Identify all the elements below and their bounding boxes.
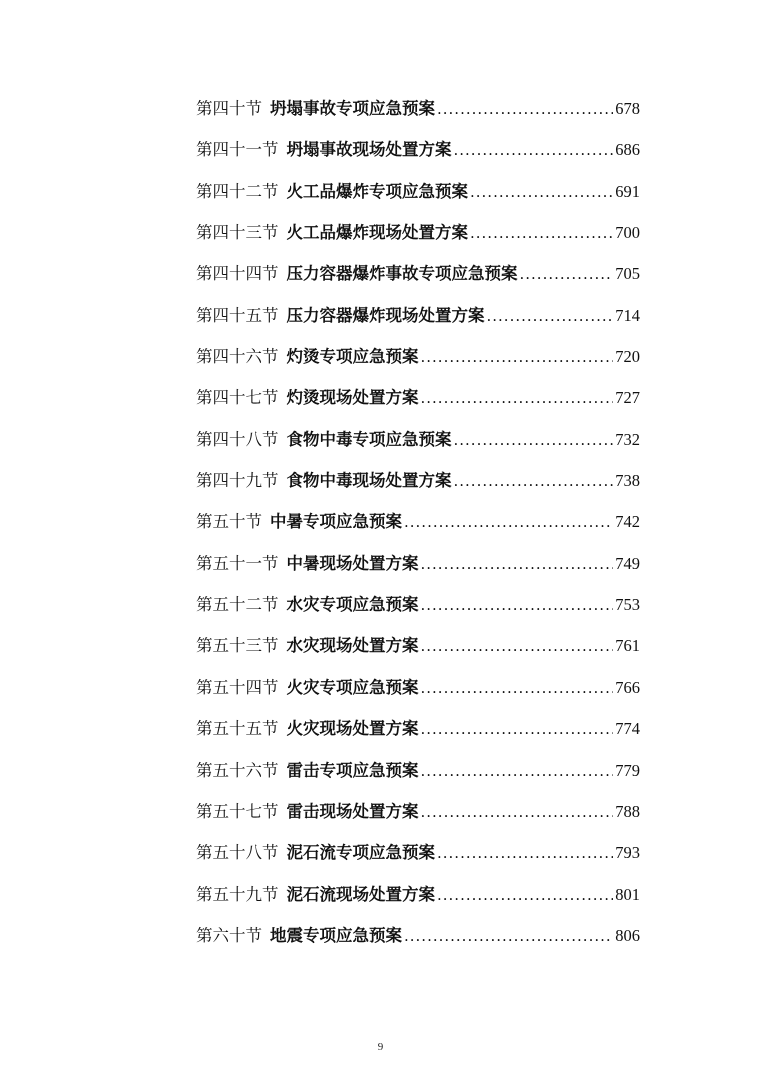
toc-entry-section: 第五十七节: [196, 801, 279, 821]
toc-entry-section: 第五十五节: [196, 719, 279, 739]
toc-entry-section: 第四十七节: [196, 388, 279, 408]
toc-dot-leader: [470, 177, 613, 207]
table-of-contents: [196, 94, 640, 962]
toc-entry-section: 第五十四节: [196, 677, 279, 697]
toc-entry-title: 压力容器爆炸现场处置方案: [286, 305, 485, 325]
toc-entry-section: 第四十一节: [196, 140, 279, 160]
toc-dot-leader: [437, 94, 613, 124]
toc-entry[interactable]: [196, 466, 640, 507]
toc-entry[interactable]: [196, 259, 640, 300]
toc-entry[interactable]: [196, 797, 640, 838]
toc-entry-title: 泥石流专项应急预案: [286, 843, 435, 863]
toc-entry-title: 火灾专项应急预案: [286, 677, 419, 697]
toc-entry[interactable]: [196, 921, 640, 962]
toc-entry-page: 766: [615, 677, 640, 697]
toc-entry[interactable]: [196, 549, 640, 590]
toc-entry-section: 第四十四节: [196, 264, 279, 284]
toc-entry[interactable]: [196, 880, 640, 921]
toc-entry-page: 801: [615, 884, 640, 904]
toc-entry[interactable]: [196, 94, 640, 135]
toc-entry-section: 第四十九节: [196, 471, 279, 491]
toc-entry-page: 714: [615, 305, 640, 325]
toc-entry-section: 第五十一节: [196, 553, 279, 573]
toc-entry-section: 第四十八节: [196, 429, 279, 449]
toc-entry-title: 中暑专项应急预案: [270, 512, 402, 532]
toc-entry-title: 灼烫现场处置方案: [286, 388, 419, 408]
toc-entry-title: 雷击现场处置方案: [286, 801, 419, 821]
toc-dot-leader: [404, 507, 613, 537]
toc-dot-leader: [421, 631, 614, 661]
toc-entry[interactable]: [196, 218, 640, 259]
toc-entry-page: 788: [615, 801, 640, 821]
toc-dot-leader: [421, 756, 614, 786]
toc-dot-leader: [421, 673, 614, 703]
toc-entry-title: 火灾现场处置方案: [286, 719, 419, 739]
toc-dot-leader: [437, 838, 613, 868]
toc-dot-leader: [487, 301, 614, 331]
toc-entry-title: 泥石流现场处置方案: [286, 884, 435, 904]
toc-entry-page: 732: [615, 429, 640, 449]
toc-dot-leader: [421, 342, 614, 372]
toc-entry-page: 793: [615, 843, 640, 863]
toc-dot-leader: [470, 218, 613, 248]
toc-entry-page: 738: [615, 471, 640, 491]
toc-entry[interactable]: [196, 714, 640, 755]
toc-entry-title: 食物中毒专项应急预案: [286, 429, 452, 449]
toc-entry-section: 第四十五节: [196, 305, 279, 325]
toc-entry-title: 雷击专项应急预案: [286, 760, 419, 780]
toc-entry-page: 761: [615, 636, 640, 656]
toc-entry-section: 第六十节: [196, 925, 262, 945]
toc-entry[interactable]: [196, 301, 640, 342]
toc-entry-page: 806: [615, 925, 640, 945]
toc-entry-section: 第四十节: [196, 99, 262, 118]
toc-entry-section: 第五十九节: [196, 884, 279, 904]
toc-entry-section: 第四十三节: [196, 223, 279, 243]
toc-dot-leader: [454, 466, 614, 496]
toc-entry-page: 705: [615, 264, 640, 284]
toc-entry-title: 坍塌事故专项应急预案: [270, 99, 435, 118]
toc-entry-title: 火工品爆炸现场处置方案: [286, 223, 468, 243]
toc-entry[interactable]: [196, 631, 640, 672]
toc-entry-page: 727: [615, 388, 640, 408]
toc-entry[interactable]: [196, 177, 640, 218]
toc-entry-title: 中暑现场处置方案: [286, 553, 419, 573]
toc-entry-section: 第五十节: [196, 512, 262, 532]
toc-entry[interactable]: [196, 673, 640, 714]
toc-dot-leader: [520, 259, 614, 289]
toc-entry-page: 678: [615, 99, 640, 118]
toc-entry-section: 第五十六节: [196, 760, 279, 780]
toc-entry[interactable]: [196, 838, 640, 879]
toc-entry-title: 压力容器爆炸事故专项应急预案: [286, 264, 518, 284]
toc-dot-leader: [421, 714, 614, 744]
toc-entry-section: 第五十八节: [196, 843, 279, 863]
toc-entry-section: 第四十二节: [196, 181, 279, 201]
toc-entry[interactable]: [196, 756, 640, 797]
toc-dot-leader: [437, 880, 613, 910]
toc-entry-page: 720: [615, 347, 640, 367]
toc-entry[interactable]: [196, 590, 640, 631]
toc-entry[interactable]: [196, 342, 640, 383]
toc-entry-page: 700: [615, 223, 640, 243]
toc-entry[interactable]: [196, 425, 640, 466]
toc-entry-title: 地震专项应急预案: [270, 925, 402, 945]
toc-dot-leader: [421, 797, 614, 827]
toc-entry-page: 779: [615, 760, 640, 780]
toc-entry-title: 灼烫专项应急预案: [286, 347, 419, 367]
toc-entry-page: 691: [615, 181, 640, 201]
toc-entry-section: 第五十二节: [196, 595, 279, 615]
toc-entry-page: 753: [615, 595, 640, 615]
toc-dot-leader: [454, 135, 614, 165]
toc-entry-title: 食物中毒现场处置方案: [286, 471, 452, 491]
toc-dot-leader: [454, 425, 614, 455]
toc-entry[interactable]: [196, 507, 640, 548]
toc-dot-leader: [404, 921, 613, 951]
toc-dot-leader: [421, 590, 614, 620]
toc-entry[interactable]: [196, 383, 640, 424]
toc-entry-title: 水灾现场处置方案: [286, 636, 419, 656]
toc-entry-page: 742: [615, 512, 640, 532]
toc-entry-title: 坍塌事故现场处置方案: [286, 140, 452, 160]
toc-entry-title: 水灾专项应急预案: [286, 595, 419, 615]
toc-entry-page: 774: [615, 719, 640, 739]
toc-dot-leader: [421, 383, 614, 413]
toc-entry[interactable]: [196, 135, 640, 176]
toc-entry-section: 第五十三节: [196, 636, 279, 656]
toc-entry-page: 686: [615, 140, 640, 160]
toc-dot-leader: [421, 549, 614, 579]
page-number: 9: [377, 1041, 384, 1053]
toc-entry-section: 第四十六节: [196, 347, 279, 367]
toc-entry-page: 749: [615, 553, 640, 573]
toc-entry-title: 火工品爆炸专项应急预案: [286, 181, 468, 201]
